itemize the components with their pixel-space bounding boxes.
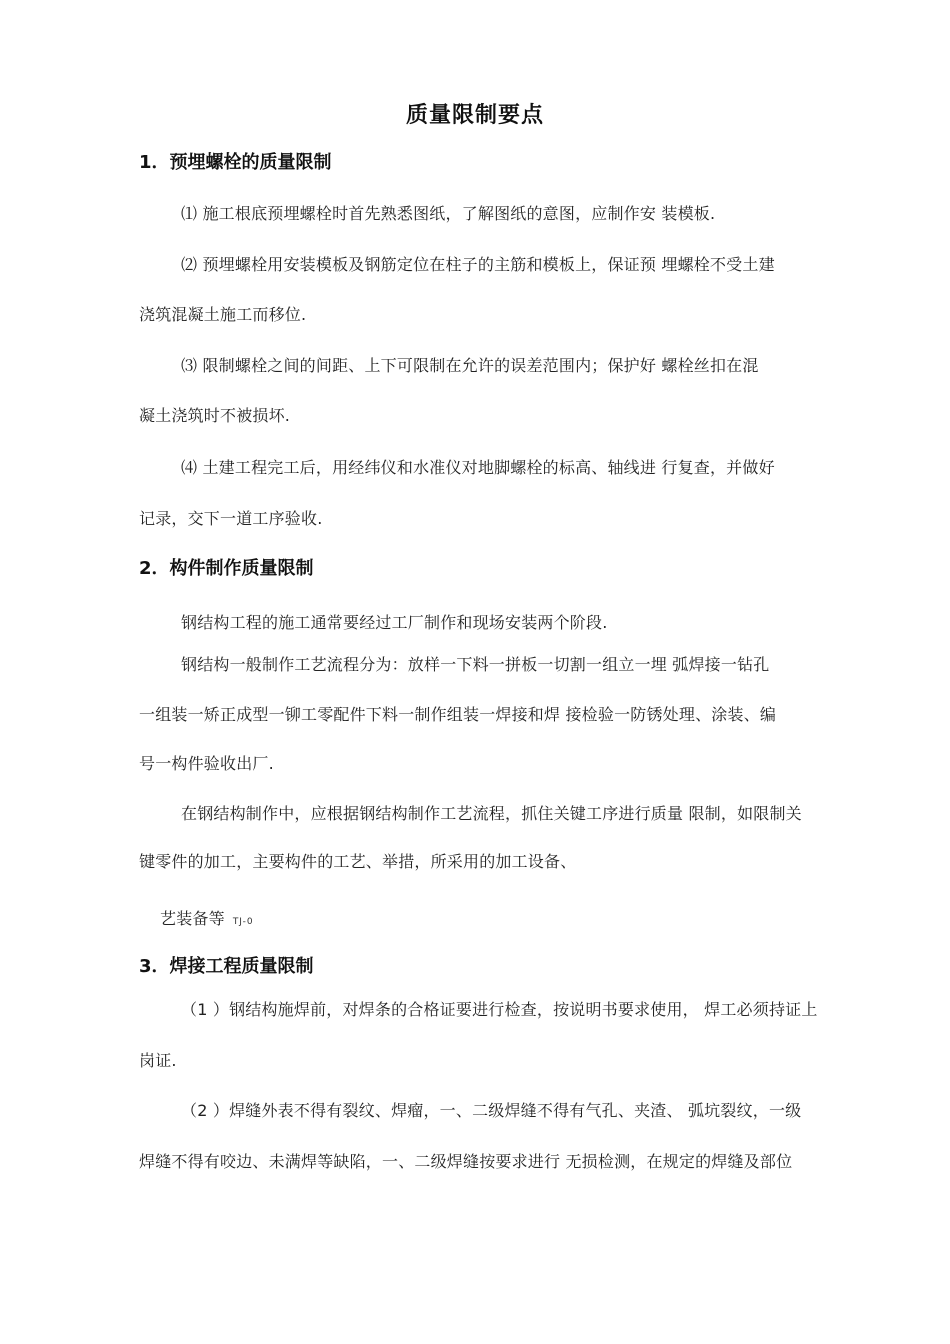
section-2-line-7-text: 艺装备等 <box>160 909 225 928</box>
section-1-line-4: ⑶ 限制螺栓之间的间距、上下可限制在允许的误差范围内；保护好 螺栓丝扣在混 <box>181 356 759 375</box>
section-1-line-2: ⑵ 预埋螺栓用安装模板及钢筋定位在柱子的主筋和模板上，保证预 埋螺栓不受土建 <box>181 255 775 274</box>
section-1-line-1: ⑴ 施工根底预埋螺栓时首先熟悉图纸，了解图纸的意图，应制作安 装模板. <box>181 204 716 223</box>
section-2-line-3: 一组装一矫正成型一铆工零配件下料一制作组装一焊接和焊 接检验一防锈处理、涂装、编 <box>139 705 777 724</box>
section-3-line-2: 岗证. <box>139 1051 177 1070</box>
section-3-line-1: （1 ）钢结构施焊前，对焊条的合格证要进行检查，按说明书要求使用， 焊工必须持证上 <box>181 1000 818 1019</box>
section-1-line-5: 凝土浇筑时不被损坏. <box>139 406 291 425</box>
document-title: 质量限制要点 <box>405 103 544 128</box>
section-3-line-3: （2 ）焊缝外表不得有裂纹、焊瘤，一、二级焊缝不得有气孔、夹渣、 弧坑裂纹，一级 <box>181 1101 802 1120</box>
section-1-line-7: 记录，交下一道工序验收. <box>139 509 323 528</box>
section-2-line-1: 钢结构工程的施工通常要经过工厂制作和现场安装两个阶段. <box>181 613 608 632</box>
section-1-line-6: ⑷ 土建工程完工后，用经纬仪和水准仪对地脚螺栓的标高、轴线进 行复查，并做好 <box>181 458 775 477</box>
section-heading-1: 1．预埋螺栓的质量限制 <box>139 152 332 173</box>
section-2-line-5: 在钢结构制作中，应根据钢结构制作工艺流程，抓住关键工序进行质量 限制，如限制关 <box>181 804 802 823</box>
section-2-line-2: 钢结构一般制作工艺流程分为：放样一下料一拼板一切割一组立一埋 弧焊接一钻孔 <box>181 655 770 674</box>
section-heading-2: 2．构件制作质量限制 <box>139 558 314 579</box>
section-2-line-4: 号一构件验收出厂. <box>139 754 274 773</box>
section-2-line-7 <box>160 906 254 929</box>
section-heading-3: 3．焊接工程质量限制 <box>139 956 314 977</box>
section-2-line-6: 键零件的加工，主要构件的工艺、举措，所采用的加工设备、 <box>139 852 577 871</box>
section-1-line-3: 浇筑混凝土施工而移位. <box>139 305 307 324</box>
section-3-line-4: 焊缝不得有咬边、未满焊等缺陷，一、二级焊缝按要求进行 无损检测，在规定的焊缝及部位 <box>139 1152 793 1171</box>
footnote-mark: TJ-0 <box>232 917 254 927</box>
